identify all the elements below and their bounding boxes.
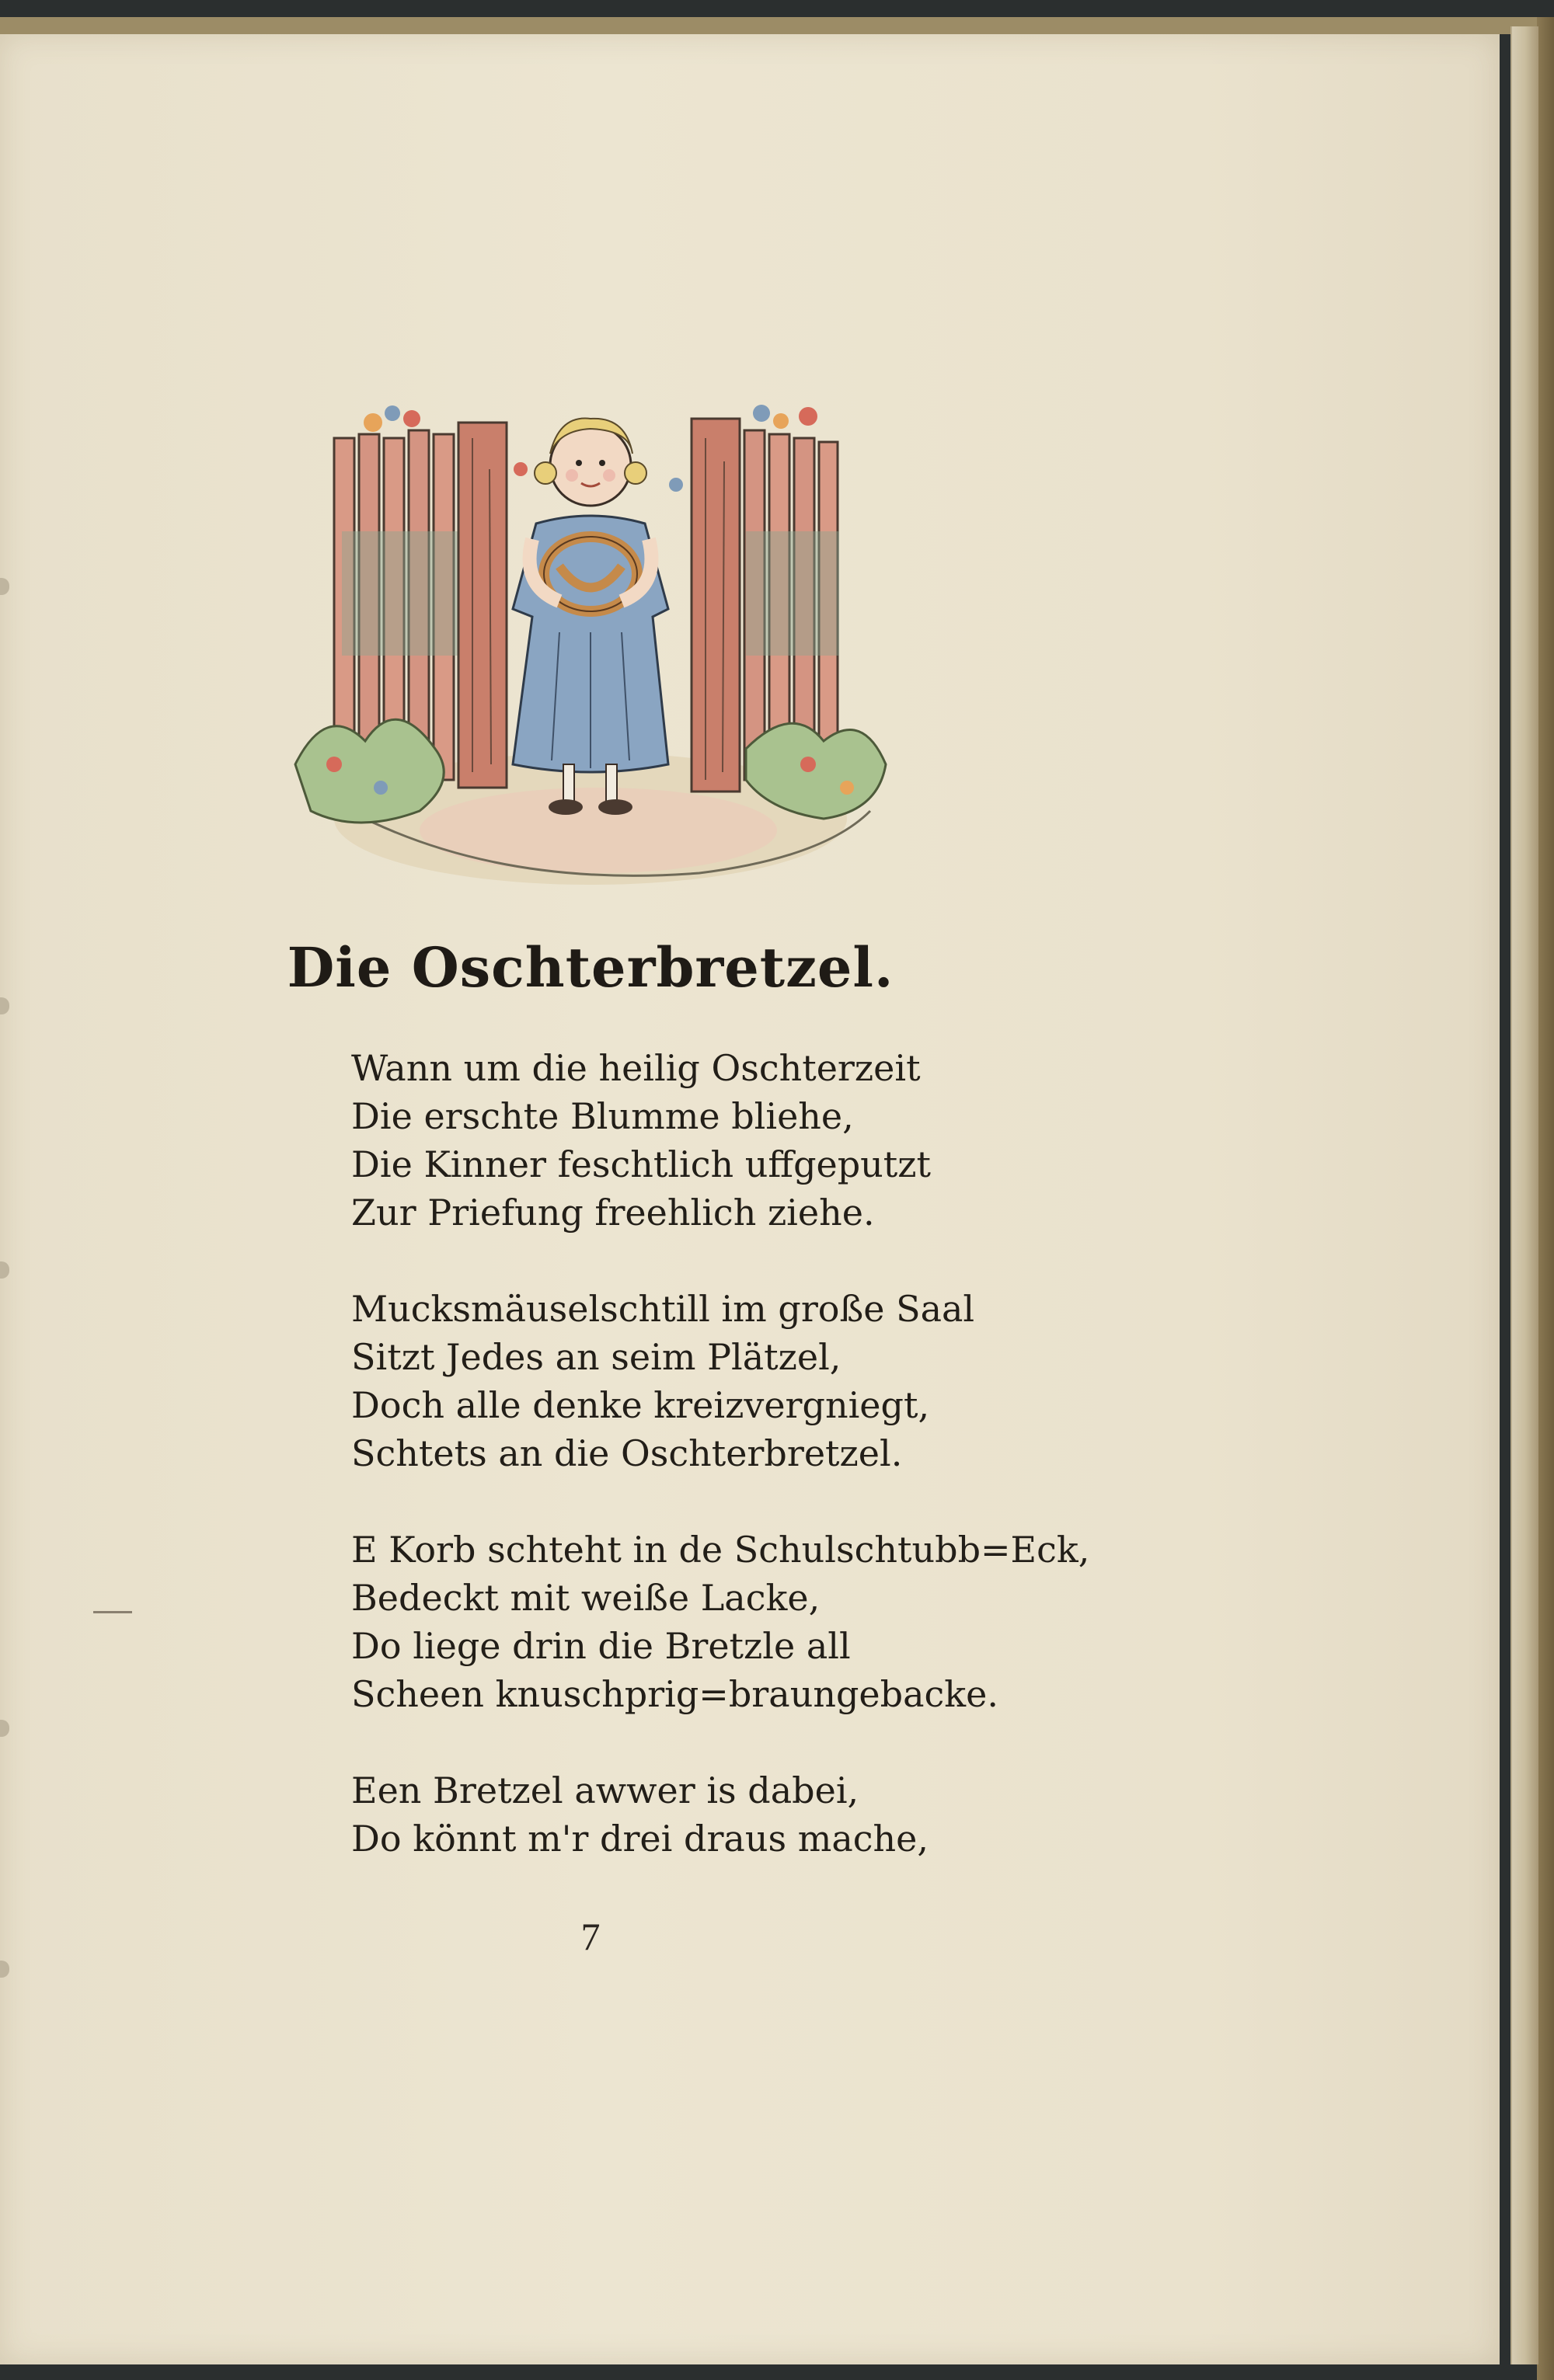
verse-line: Die erschte Blumme bliehe, (351, 1095, 854, 1137)
verse-line: Bedeckt mit weiße Lacke, (351, 1577, 821, 1619)
poem-title: Die Oschterbretzel. (287, 935, 894, 1000)
binding-hole (0, 1720, 9, 1737)
girl-figure (513, 419, 668, 815)
verse-line: Schtets an die Oschterbretzel. (351, 1432, 903, 1474)
left-gate-post (458, 423, 507, 788)
stanza (351, 1285, 1089, 1477)
binding-hole (0, 997, 9, 1014)
girl-with-pretzel-at-garden-gate-illustration (264, 376, 948, 904)
book-cover-right-edge (1537, 17, 1554, 2380)
book-page (0, 34, 1500, 2364)
verse-line: Mucksmäuselschtill im große Saal (351, 1288, 975, 1330)
verse-line: Do könnt m'r drei draus mache, (351, 1818, 929, 1860)
page-number: 7 (580, 1915, 601, 1958)
verse-line: Die Kinner feschtlich uffgeputzt (351, 1143, 932, 1185)
book-cover-top-edge (0, 17, 1538, 34)
verse-line: Doch alle denke kreizvergniegt, (351, 1384, 930, 1426)
verse-line: Scheen knuschprig=braungebacke. (351, 1673, 998, 1715)
page-stack-edge (1510, 26, 1538, 2364)
verse-line: Een Bretzel awwer is dabei, (351, 1769, 859, 1811)
verse-line: Zur Priefung freehlich ziehe. (351, 1192, 875, 1233)
verse-line: E Korb schteht in de Schulschtubb=Eck, (351, 1529, 1090, 1571)
stanza (351, 1044, 1089, 1237)
verse-line: Sitzt Jedes an seim Plätzel, (351, 1336, 841, 1378)
right-gate-post (692, 419, 740, 792)
binding-hole (0, 578, 9, 595)
binding-hole (0, 1261, 9, 1279)
margin-mark (93, 1611, 132, 1613)
verse-line: Do liege drin die Bretzle all (351, 1625, 851, 1667)
poem-body (351, 1044, 1089, 1911)
stanza (351, 1766, 1089, 1863)
verse-line: Wann um die heilig Oschterzeit (351, 1047, 921, 1089)
binding-hole (0, 1961, 9, 1978)
stanza (351, 1526, 1089, 1718)
path-tint (420, 788, 777, 873)
